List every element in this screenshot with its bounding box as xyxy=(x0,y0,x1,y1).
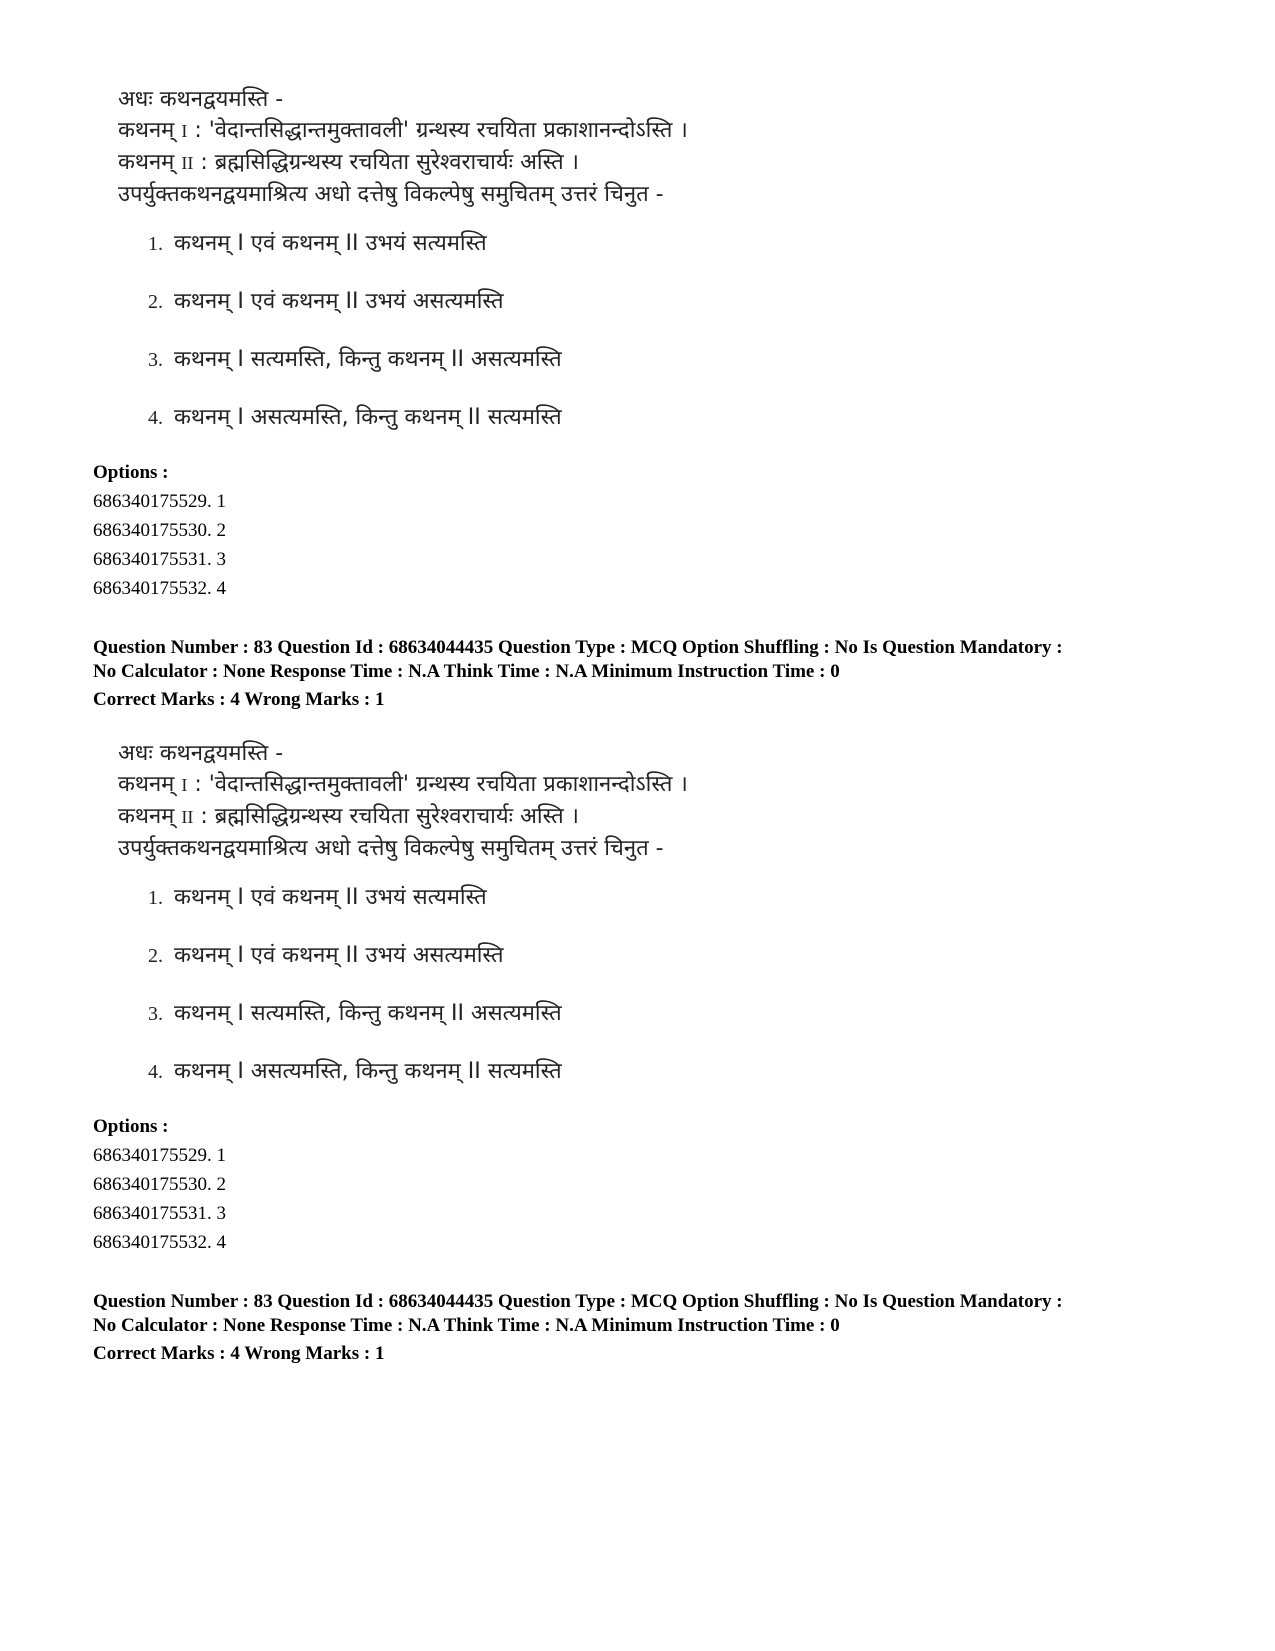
option-item: 686340175530. 2 xyxy=(93,520,226,541)
marks-line: Correct Marks : 4 Wrong Marks : 1 xyxy=(93,1343,385,1364)
option-item: 686340175529. 1 xyxy=(93,1145,226,1166)
option-item: 686340175532. 4 xyxy=(93,1232,226,1253)
options-heading: Options : xyxy=(93,462,169,483)
question-intro: अधः कथनद्वयमस्ति - xyxy=(118,741,284,766)
options-list xyxy=(93,458,226,603)
statement-two: कथनम् II : ब्रह्मसिद्धिग्रन्थस्य रचयिता सुरेश्वराचार्यः अस्ति । xyxy=(118,150,580,175)
question-intro: अधः कथनद्वयमस्ति - xyxy=(118,87,284,112)
choice-list xyxy=(118,884,818,1086)
question-meta xyxy=(93,1290,1243,1366)
question-instruction: उपर्युक्तकथनद्वयमाश्रित्य अधो दत्तेषु विकल्पेषु समुचितम् उत्तरं चिनुत - xyxy=(118,182,664,207)
choice-item: 4. कथनम् I असत्यमस्ति, किन्तु कथनम् II सत्यमस्ति xyxy=(148,1059,562,1084)
choice-item: 3. कथनम् I सत्यमस्ति, किन्तु कथनम् II असत्यमस्ति xyxy=(148,1001,562,1026)
options-list xyxy=(93,1112,226,1257)
meta-line-2: No Calculator : None Response Time : N.A Think Time : N.A Minimum Instruction Time : 0 xyxy=(93,1315,840,1336)
choice-item: 2. कथनम् I एवं कथनम् II उभयं असत्यमस्ति xyxy=(148,289,504,314)
option-item: 686340175531. 3 xyxy=(93,549,226,570)
statement-one: कथनम् I : 'वेदान्तसिद्धान्तमुक्तावली' ग्रन्थस्य रचयिता प्रकाशानन्दोऽस्ति । xyxy=(118,772,688,797)
choice-item: 3. कथनम् I सत्यमस्ति, किन्तु कथनम् II असत्यमस्ति xyxy=(148,347,562,372)
option-item: 686340175532. 4 xyxy=(93,578,226,599)
option-item: 686340175529. 1 xyxy=(93,491,226,512)
statement-one: कथनम् I : 'वेदान्तसिद्धान्तमुक्तावली' ग्रन्थस्य रचयिता प्रकाशानन्दोऽस्ति । xyxy=(118,118,688,143)
question-instruction: उपर्युक्तकथनद्वयमाश्रित्य अधो दत्तेषु विकल्पेषु समुचितम् उत्तरं चिनुत - xyxy=(118,836,664,861)
choice-item: 4. कथनम् I असत्यमस्ति, किन्तु कथनम् II सत्यमस्ति xyxy=(148,405,562,430)
meta-line-1: Question Number : 83 Question Id : 68634044435 Question Type : MCQ Option Shuffling : No Is Question Mandatory : xyxy=(93,1291,1063,1312)
marks-line: Correct Marks : 4 Wrong Marks : 1 xyxy=(93,689,385,710)
meta-line-1: Question Number : 83 Question Id : 68634044435 Question Type : MCQ Option Shuffling : No Is Question Mandatory : xyxy=(93,637,1063,658)
option-item: 686340175531. 3 xyxy=(93,1203,226,1224)
choice-item: 1. कथनम् I एवं कथनम् II उभयं सत्यमस्ति xyxy=(148,885,487,910)
choice-item: 2. कथनम् I एवं कथनम् II उभयं असत्यमस्ति xyxy=(148,943,504,968)
option-item: 686340175530. 2 xyxy=(93,1174,226,1195)
question-statement xyxy=(118,84,818,462)
choice-list xyxy=(118,230,818,432)
options-heading: Options : xyxy=(93,1116,169,1137)
choice-item: 1. कथनम् I एवं कथनम् II उभयं सत्यमस्ति xyxy=(148,231,487,256)
meta-line-2: No Calculator : None Response Time : N.A Think Time : N.A Minimum Instruction Time : 0 xyxy=(93,661,840,682)
question-meta xyxy=(93,636,1243,712)
statement-two: कथनम् II : ब्रह्मसिद्धिग्रन्थस्य रचयिता सुरेश्वराचार्यः अस्ति । xyxy=(118,804,580,829)
question-statement xyxy=(118,738,818,1116)
